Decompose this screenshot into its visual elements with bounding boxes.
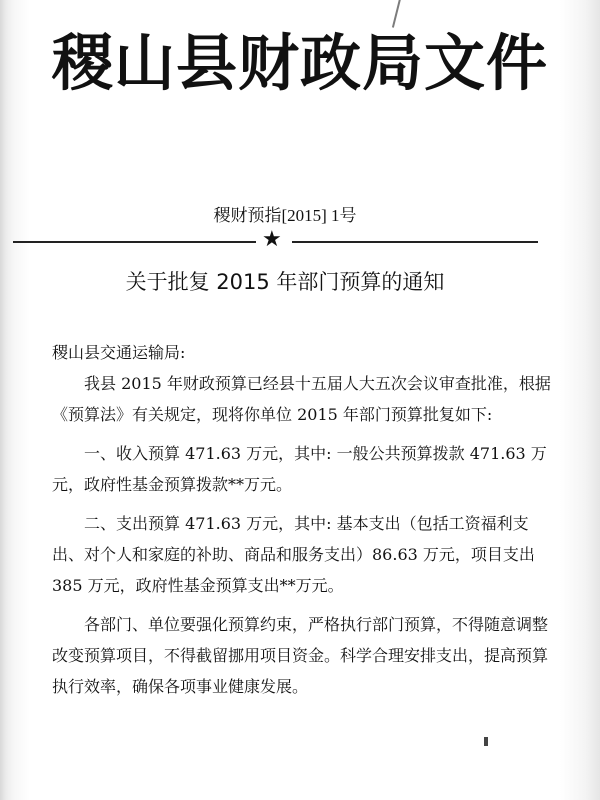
paragraph-intro: 我县 2015 年财政预算已经县十五届人大五次会议审查批准，根据《预算法》有关规定，现将你单位 2015 年部门预算批复如下: <box>52 374 551 424</box>
recipient-line: 稷山县交通运输局: <box>52 343 186 362</box>
paragraph-requirements: 各部门、单位要强化预算约束，严格执行部门预算，不得随意调整改变预算项目，不得截留挪用项目资金。科学合理安排支出，提高预算执行效率，确保各项事业健康发展。 <box>52 615 549 696</box>
document-header-title: 稷山县财政局文件 <box>51 28 548 99</box>
star-icon: ★ <box>262 227 282 252</box>
scan-pen-mark <box>392 0 402 28</box>
paragraph-income: 一、收入预算 471.63 万元，其中: 一般公共预算拨款 471.63 万元，政府性基金预算拨款**万元。 <box>52 444 547 494</box>
document-body <box>52 337 552 702</box>
notice-title: 关于批复 2015 年部门预算的通知 <box>125 270 445 294</box>
header-divider-left <box>13 241 256 243</box>
paragraph-expenditure: 二、支出预算 471.63 万元，其中: 基本支出（包括工资福利支出、对个人和家庭的补助、商品和服务支出）86.63 万元，项目支出 385 万元，政府性基金预算支出**万元。 <box>52 514 535 595</box>
document-number: 稷财预指[2015] 1号 <box>213 206 357 225</box>
header-divider-right <box>292 241 538 243</box>
page-mark <box>484 737 488 746</box>
